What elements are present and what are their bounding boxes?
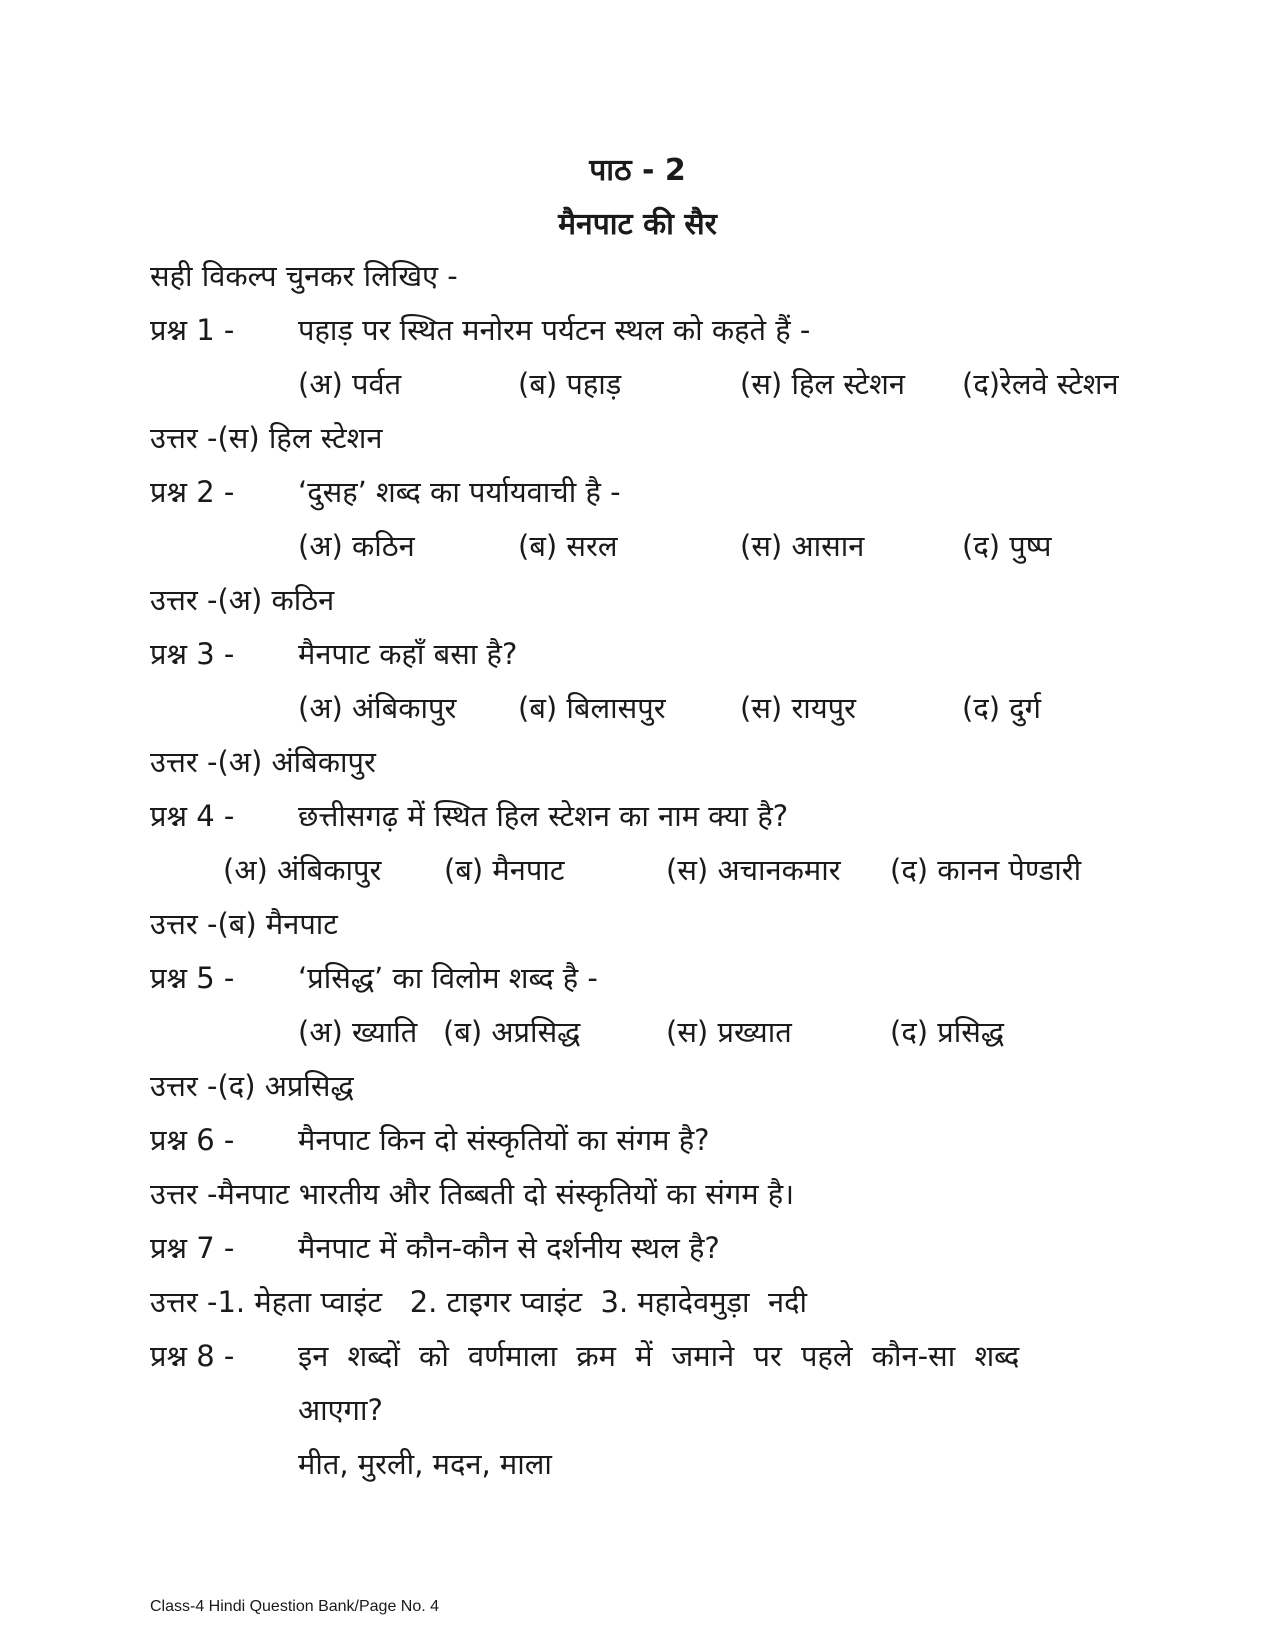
q3-answer: उत्तर -(अ) अंबिकापुर [150, 745, 376, 779]
q8-text-continued: आएगा? [298, 1393, 383, 1427]
q4-option-d: (द) कानन पेण्डारी [890, 853, 1082, 887]
q2-option-a: (अ) कठिन [298, 529, 415, 563]
question-text: ‘प्रसिद्ध’ का विलोम शब्द है - [298, 961, 598, 995]
question-3 [150, 634, 517, 673]
question-label: प्रश्न 5 - [150, 961, 235, 995]
question-4 [150, 796, 788, 835]
q5-option-c: (स) प्रख्यात [666, 1015, 792, 1049]
question-label: प्रश्न 6 - [150, 1123, 235, 1157]
q4-answer: उत्तर -(ब) मैनपाट [150, 907, 338, 941]
question-text: मैनपाट में कौन-कौन से दर्शनीय स्थल है? [298, 1231, 720, 1265]
q1-option-b: (ब) पहाड़ [518, 367, 622, 401]
q2-answer: उत्तर -(अ) कठिन [150, 583, 335, 617]
question-text: छत्तीसगढ़ में स्थित हिल स्टेशन का नाम क्या है? [298, 799, 789, 833]
q4-option-c: (स) अचानकमार [666, 853, 841, 887]
q5-answer: उत्तर -(द) अप्रसिद्ध [150, 1069, 354, 1103]
q8-words: मीत, मुरली, मदन, माला [298, 1447, 552, 1481]
question-6 [150, 1120, 710, 1159]
question-text: पहाड़ पर स्थित मनोरम पर्यटन स्थल को कहते हैं - [298, 313, 811, 347]
question-7 [150, 1228, 720, 1267]
question-label: प्रश्न 8 - [150, 1339, 235, 1373]
question-text: ‘दुसह’ शब्द का पर्यायवाची है - [298, 475, 621, 509]
q1-option-a: (अ) पर्वत [298, 367, 402, 401]
question-text: इन शब्दों को वर्णमाला क्रम में जमाने पर पहले कौन-सा शब्द [298, 1339, 1020, 1373]
q1-option-c: (स) हिल स्टेशन [740, 367, 905, 401]
q7-answer: उत्तर -1. मेहता प्वाइंट 2. टाइगर प्वाइंट 3. महादेवमुड़ा नदी [150, 1285, 808, 1319]
q1-answer: उत्तर -(स) हिल स्टेशन [150, 421, 383, 455]
q5-option-d: (द) प्रसिद्ध [890, 1015, 1005, 1049]
question-label: प्रश्न 3 - [150, 637, 235, 671]
q3-option-d: (द) दुर्ग [962, 691, 1041, 725]
q6-answer: उत्तर -मैनपाट भारतीय और तिब्बती दो संस्कृतियों का संगम है। [150, 1177, 795, 1211]
instruction: सही विकल्प चुनकर लिखिए - [150, 259, 458, 293]
q3-option-a: (अ) अंबिकापुर [298, 691, 457, 725]
lesson-number: पाठ - 2 [589, 153, 686, 188]
question-text: मैनपाट किन दो संस्कृतियों का संगम है? [298, 1123, 710, 1157]
q2-option-b: (ब) सरल [518, 529, 618, 563]
question-label: प्रश्न 7 - [150, 1231, 235, 1265]
lesson-title: मैनपाट की सैर [558, 207, 717, 242]
question-5 [150, 958, 598, 997]
q5-option-a: (अ) ख्याति [298, 1015, 418, 1049]
page-footer: Class-4 Hindi Question Bank/Page No. 4 [150, 1598, 440, 1615]
question-2 [150, 472, 621, 511]
question-1 [150, 310, 810, 349]
q5-option-b: (ब) अप्रसिद्ध [443, 1015, 581, 1049]
q4-option-b: (ब) मैनपाट [444, 853, 565, 887]
question-label: प्रश्न 1 - [150, 313, 235, 347]
q2-option-c: (स) आसान [740, 529, 865, 563]
question-8 [150, 1336, 1019, 1375]
q4-option-a: (अ) अंबिकापुर [223, 853, 382, 887]
question-label: प्रश्न 4 - [150, 799, 235, 833]
question-label: प्रश्न 2 - [150, 475, 235, 509]
q1-option-d: (द)रेलवे स्टेशन [962, 367, 1119, 401]
question-text: मैनपाट कहाँ बसा है? [298, 637, 518, 671]
q3-option-c: (स) रायपुर [740, 691, 856, 725]
q2-option-d: (द) पुष्प [962, 529, 1052, 563]
q3-option-b: (ब) बिलासपुर [518, 691, 666, 725]
